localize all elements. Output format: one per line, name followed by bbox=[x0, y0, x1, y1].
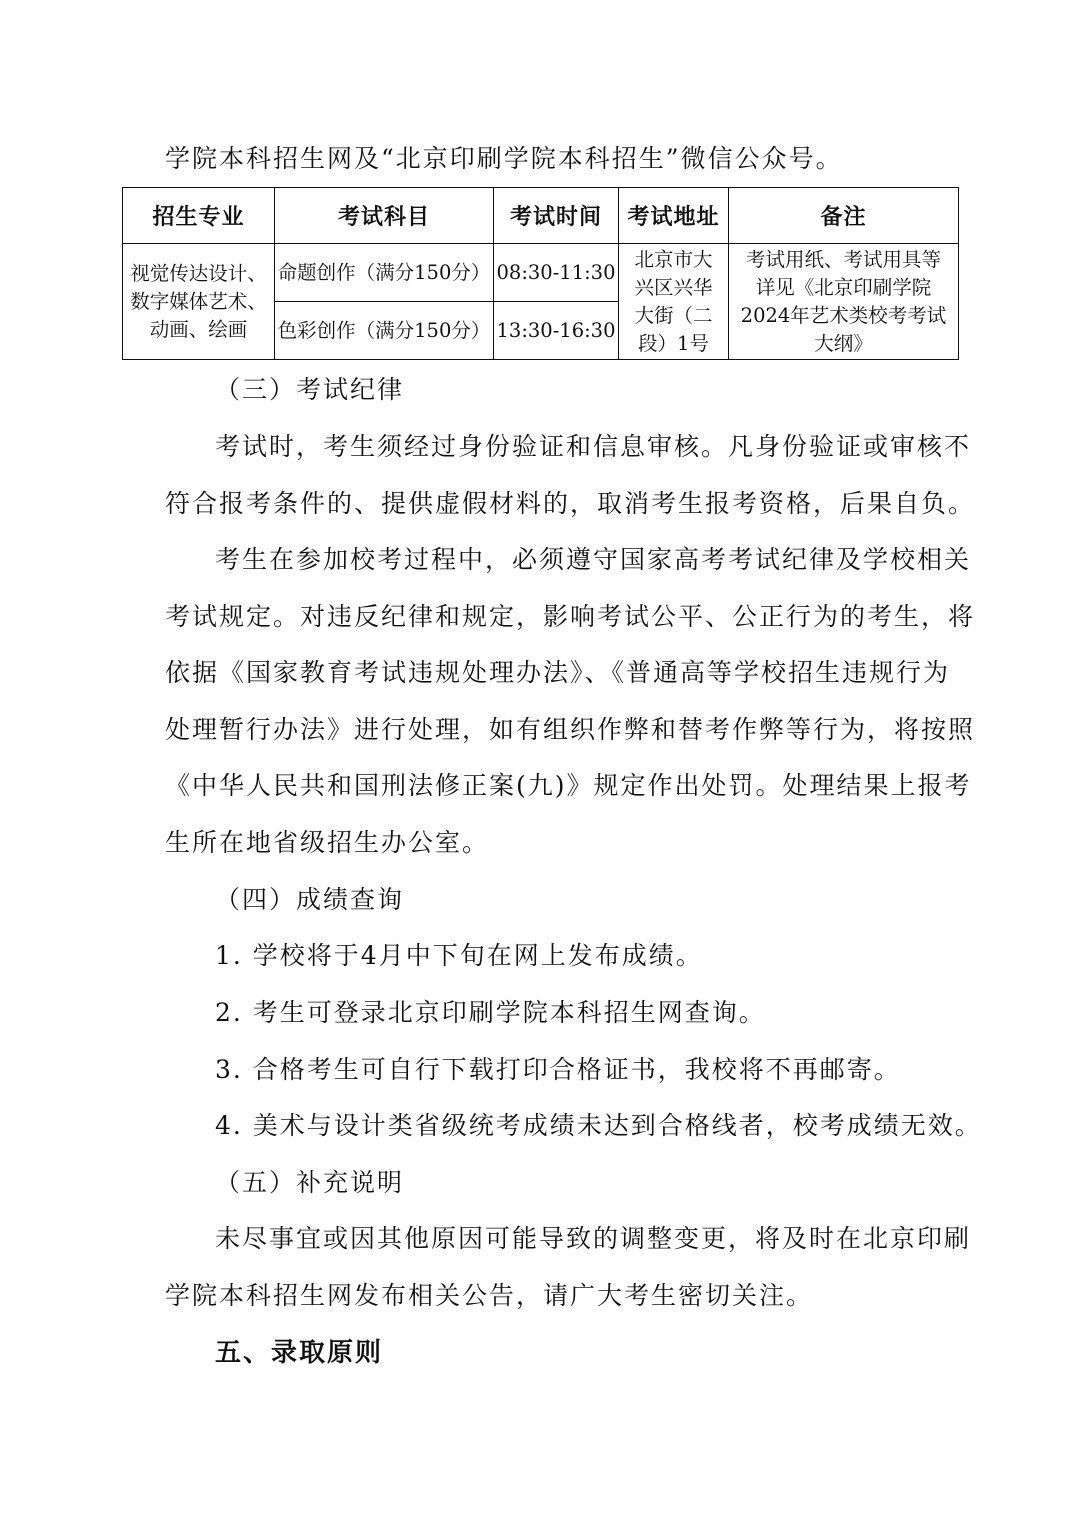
list-item: 3. 合格考生可自行下载打印合格证书，我校将不再邮寄。 bbox=[215, 1055, 901, 1084]
paragraph-line: 未尽事宜或因其他原因可能导致的调整变更，将及时在北京印刷 bbox=[215, 1224, 972, 1253]
heading-admission-principles: 五、录取原则 bbox=[215, 1338, 384, 1368]
address-line: 北京市大 bbox=[634, 247, 713, 271]
exam-schedule-table bbox=[122, 187, 959, 360]
section-3-title: （三）考试纪律 bbox=[215, 375, 405, 404]
paragraph-line: 生所在地省级招生办公室。 bbox=[165, 828, 490, 857]
address-cell bbox=[619, 244, 729, 360]
subject-cell: 色彩创作（满分150分） bbox=[275, 302, 494, 360]
note-line: 大纲》 bbox=[814, 331, 873, 355]
note-line: 详见《北京印刷学院 bbox=[755, 275, 932, 299]
paragraph-line: 学院本科招生网发布相关公告，请广大考生密切关注。 bbox=[165, 1281, 814, 1310]
subject-cell: 命题创作（满分150分） bbox=[275, 244, 494, 302]
time-cell: 08:30-11:30 bbox=[494, 244, 619, 302]
note-line: 考试用纸、考试用具等 bbox=[745, 247, 941, 271]
time-cell: 13:30-16:30 bbox=[494, 302, 619, 360]
header-time: 考试时间 bbox=[494, 188, 619, 244]
header-major: 招生专业 bbox=[123, 188, 275, 244]
paragraph-line: 考试时，考生须经过身份验证和信息审核。凡身份验证或审核不 bbox=[215, 432, 972, 461]
paragraph-line: 依据《国家教育考试违规处理办法》、《普通高等学校招生违规行为 bbox=[165, 658, 951, 687]
paragraph-line: 处理暂行办法》进行处理，如有组织作弊和替考作弊等行为，将按照 bbox=[165, 715, 976, 744]
note-line: 2024年艺术类校考考试 bbox=[740, 303, 947, 327]
note-cell bbox=[729, 244, 959, 360]
table-header-row bbox=[123, 188, 959, 244]
paragraph-line: 符合报考条件的、提供虚假材料的，取消考生报考资格，后果自负。 bbox=[165, 489, 976, 518]
section-5-title: （五）补充说明 bbox=[215, 1168, 405, 1197]
list-item: 1. 学校将于4月中下旬在网上发布成绩。 bbox=[215, 941, 703, 970]
header-address: 考试地址 bbox=[619, 188, 729, 244]
major-line: 数字媒体艺术、 bbox=[130, 289, 267, 313]
address-line: 段）1号 bbox=[638, 331, 709, 355]
header-subject: 考试科目 bbox=[275, 188, 494, 244]
major-cell bbox=[123, 244, 275, 360]
paragraph-line: 考试规定。对违反纪律和规定，影响考试公平、公正行为的考生，将 bbox=[165, 602, 976, 631]
header-note: 备注 bbox=[729, 188, 959, 244]
list-item: 2. 考生可登录北京印刷学院本科招生网查询。 bbox=[215, 998, 766, 1027]
address-line: 大街（二 bbox=[634, 303, 713, 327]
paragraph-line: 《中华人民共和国刑法修正案(九)》规定作出处罚。处理结果上报考 bbox=[165, 771, 972, 800]
intro-line: 学院本科招生网及“北京印刷学院本科招生”微信公众号。 bbox=[165, 144, 843, 173]
table-row bbox=[123, 244, 959, 302]
section-4-title: （四）成绩查询 bbox=[215, 885, 405, 914]
paragraph-line: 考生在参加校考过程中，必须遵守国家高考考试纪律及学校相关 bbox=[215, 545, 972, 574]
major-line: 视觉传达设计、 bbox=[130, 261, 267, 285]
list-item: 4. 美术与设计类省级统考成绩未达到合格线者，校考成绩无效。 bbox=[215, 1111, 982, 1140]
major-line: 动画、绘画 bbox=[149, 317, 248, 341]
address-line: 兴区兴华 bbox=[634, 275, 713, 299]
